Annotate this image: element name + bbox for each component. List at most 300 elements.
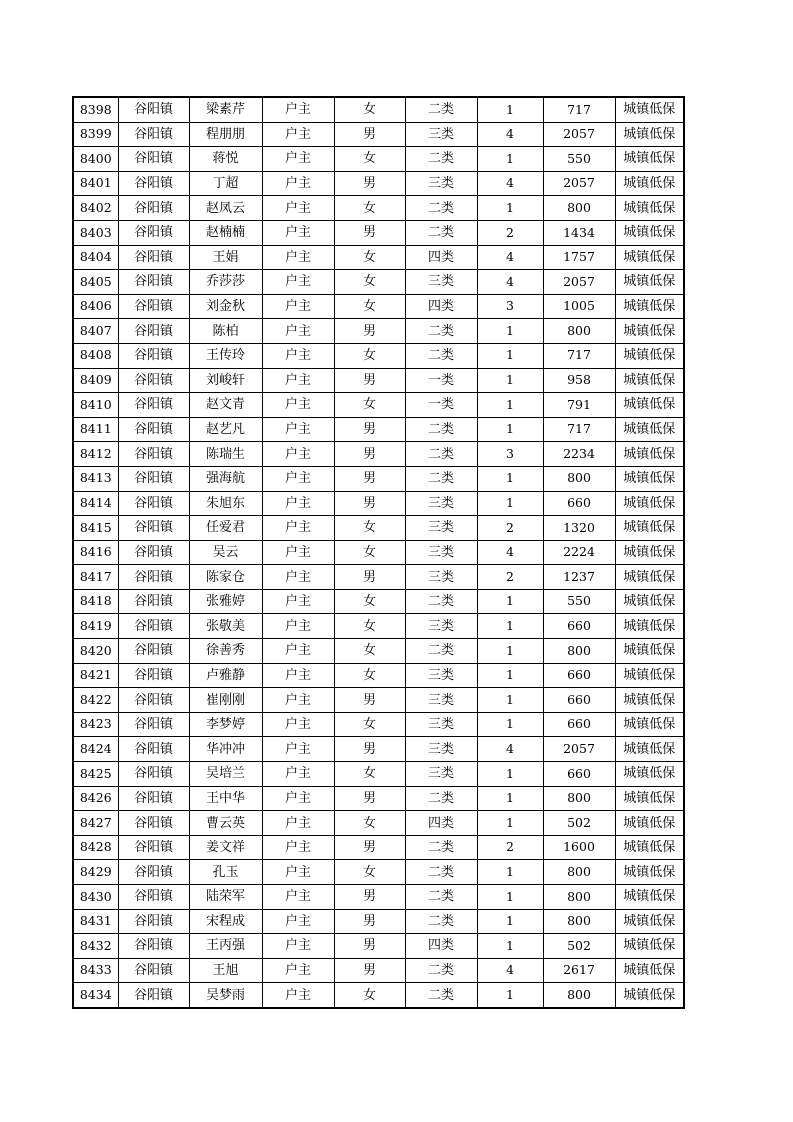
relief-type-cell: 城镇低保 [615,958,684,983]
relation-cell: 户主 [262,220,334,245]
household-size-cell: 1 [477,368,543,393]
relation-cell: 户主 [262,319,334,344]
name-cell: 蒋悦 [189,147,262,172]
relation-cell: 户主 [262,393,334,418]
relief-type-cell: 城镇低保 [615,540,684,565]
document-page [72,96,683,1009]
name-cell: 张雅婷 [189,589,262,614]
household-size-cell: 1 [477,762,543,787]
amount-cell: 800 [543,909,615,934]
table-row [73,343,684,368]
gender-cell: 男 [334,122,405,147]
gender-cell: 男 [334,688,405,713]
relation-cell: 户主 [262,196,334,221]
relief-type-cell: 城镇低保 [615,737,684,762]
gender-cell: 男 [334,565,405,590]
household-size-cell: 1 [477,393,543,418]
name-cell: 张敬美 [189,614,262,639]
gender-cell: 女 [334,589,405,614]
household-size-cell: 4 [477,737,543,762]
table-row [73,934,684,959]
table-row [73,688,684,713]
gender-cell: 男 [334,466,405,491]
name-cell: 徐善秀 [189,639,262,664]
category-cell: 三类 [405,565,477,590]
gender-cell: 女 [334,294,405,319]
household-size-cell: 1 [477,97,543,122]
category-cell: 四类 [405,245,477,270]
household-size-cell: 1 [477,811,543,836]
table-row [73,786,684,811]
town-cell: 谷阳镇 [118,639,189,664]
relief-type-cell: 城镇低保 [615,220,684,245]
name-cell: 强海航 [189,466,262,491]
relief-type-cell: 城镇低保 [615,712,684,737]
town-cell: 谷阳镇 [118,417,189,442]
relation-cell: 户主 [262,466,334,491]
amount-cell: 2057 [543,270,615,295]
amount-cell: 1237 [543,565,615,590]
record-number-cell: 8425 [73,762,118,787]
household-size-cell: 1 [477,712,543,737]
town-cell: 谷阳镇 [118,516,189,541]
relief-type-cell: 城镇低保 [615,811,684,836]
household-size-cell: 3 [477,294,543,319]
town-cell: 谷阳镇 [118,762,189,787]
amount-cell: 717 [543,343,615,368]
relief-type-cell: 城镇低保 [615,983,684,1008]
name-cell: 王传玲 [189,343,262,368]
name-cell: 卢雅静 [189,663,262,688]
name-cell: 吴云 [189,540,262,565]
gender-cell: 男 [334,835,405,860]
household-size-cell: 1 [477,614,543,639]
record-number-cell: 8409 [73,368,118,393]
table-row [73,270,684,295]
relation-cell: 户主 [262,688,334,713]
relation-cell: 户主 [262,934,334,959]
town-cell: 谷阳镇 [118,934,189,959]
household-size-cell: 1 [477,343,543,368]
gender-cell: 男 [334,319,405,344]
household-size-cell: 4 [477,540,543,565]
amount-cell: 958 [543,368,615,393]
amount-cell: 660 [543,688,615,713]
household-size-cell: 4 [477,270,543,295]
town-cell: 谷阳镇 [118,663,189,688]
amount-cell: 2224 [543,540,615,565]
name-cell: 吴培兰 [189,762,262,787]
town-cell: 谷阳镇 [118,270,189,295]
relation-cell: 户主 [262,417,334,442]
category-cell: 二类 [405,983,477,1008]
category-cell: 二类 [405,639,477,664]
amount-cell: 1757 [543,245,615,270]
amount-cell: 800 [543,786,615,811]
relief-type-cell: 城镇低保 [615,97,684,122]
category-cell: 二类 [405,97,477,122]
table-row [73,491,684,516]
category-cell: 二类 [405,860,477,885]
amount-cell: 2057 [543,171,615,196]
relief-roster-table [72,96,685,1009]
gender-cell: 女 [334,860,405,885]
relation-cell: 户主 [262,762,334,787]
table-row [73,663,684,688]
household-size-cell: 4 [477,122,543,147]
category-cell: 三类 [405,688,477,713]
category-cell: 二类 [405,417,477,442]
name-cell: 李梦婷 [189,712,262,737]
household-size-cell: 2 [477,220,543,245]
town-cell: 谷阳镇 [118,958,189,983]
name-cell: 孔玉 [189,860,262,885]
gender-cell: 女 [334,147,405,172]
relation-cell: 户主 [262,737,334,762]
town-cell: 谷阳镇 [118,786,189,811]
category-cell: 二类 [405,220,477,245]
relation-cell: 户主 [262,958,334,983]
category-cell: 四类 [405,294,477,319]
table-row [73,835,684,860]
amount-cell: 800 [543,466,615,491]
amount-cell: 550 [543,147,615,172]
relief-type-cell: 城镇低保 [615,147,684,172]
town-cell: 谷阳镇 [118,319,189,344]
name-cell: 陈家仓 [189,565,262,590]
gender-cell: 男 [334,885,405,910]
gender-cell: 男 [334,909,405,934]
amount-cell: 800 [543,860,615,885]
record-number-cell: 8401 [73,171,118,196]
household-size-cell: 3 [477,442,543,467]
gender-cell: 女 [334,245,405,270]
name-cell: 程朋朋 [189,122,262,147]
town-cell: 谷阳镇 [118,466,189,491]
record-number-cell: 8424 [73,737,118,762]
gender-cell: 女 [334,196,405,221]
record-number-cell: 8423 [73,712,118,737]
relief-type-cell: 城镇低保 [615,786,684,811]
name-cell: 宋程成 [189,909,262,934]
relation-cell: 户主 [262,712,334,737]
amount-cell: 1600 [543,835,615,860]
amount-cell: 2234 [543,442,615,467]
name-cell: 赵文青 [189,393,262,418]
relation-cell: 户主 [262,245,334,270]
relief-type-cell: 城镇低保 [615,663,684,688]
category-cell: 三类 [405,171,477,196]
relief-type-cell: 城镇低保 [615,934,684,959]
amount-cell: 2057 [543,737,615,762]
record-number-cell: 8403 [73,220,118,245]
household-size-cell: 4 [477,245,543,270]
table-row [73,417,684,442]
amount-cell: 1434 [543,220,615,245]
town-cell: 谷阳镇 [118,688,189,713]
relation-cell: 户主 [262,122,334,147]
table-row [73,885,684,910]
category-cell: 二类 [405,466,477,491]
category-cell: 二类 [405,885,477,910]
town-cell: 谷阳镇 [118,589,189,614]
household-size-cell: 1 [477,885,543,910]
record-number-cell: 8404 [73,245,118,270]
table-row [73,319,684,344]
town-cell: 谷阳镇 [118,885,189,910]
name-cell: 梁素芹 [189,97,262,122]
name-cell: 曹云英 [189,811,262,836]
category-cell: 二类 [405,147,477,172]
record-number-cell: 8416 [73,540,118,565]
town-cell: 谷阳镇 [118,122,189,147]
table-row [73,565,684,590]
table-row [73,983,684,1008]
category-cell: 二类 [405,196,477,221]
town-cell: 谷阳镇 [118,171,189,196]
gender-cell: 女 [334,663,405,688]
relief-type-cell: 城镇低保 [615,294,684,319]
name-cell: 任爱君 [189,516,262,541]
category-cell: 二类 [405,958,477,983]
town-cell: 谷阳镇 [118,614,189,639]
record-number-cell: 8414 [73,491,118,516]
relief-type-cell: 城镇低保 [615,270,684,295]
town-cell: 谷阳镇 [118,343,189,368]
town-cell: 谷阳镇 [118,860,189,885]
relief-type-cell: 城镇低保 [615,762,684,787]
household-size-cell: 2 [477,835,543,860]
relief-type-cell: 城镇低保 [615,171,684,196]
record-number-cell: 8411 [73,417,118,442]
town-cell: 谷阳镇 [118,147,189,172]
table-row [73,762,684,787]
relation-cell: 户主 [262,343,334,368]
town-cell: 谷阳镇 [118,393,189,418]
amount-cell: 2617 [543,958,615,983]
amount-cell: 717 [543,417,615,442]
household-size-cell: 1 [477,639,543,664]
record-number-cell: 8413 [73,466,118,491]
relief-type-cell: 城镇低保 [615,245,684,270]
category-cell: 三类 [405,663,477,688]
table-row [73,958,684,983]
record-number-cell: 8426 [73,786,118,811]
relation-cell: 户主 [262,97,334,122]
name-cell: 王旭 [189,958,262,983]
gender-cell: 女 [334,516,405,541]
gender-cell: 女 [334,639,405,664]
name-cell: 赵楠楠 [189,220,262,245]
record-number-cell: 8421 [73,663,118,688]
gender-cell: 女 [334,393,405,418]
amount-cell: 800 [543,983,615,1008]
table-row [73,245,684,270]
amount-cell: 660 [543,762,615,787]
relief-type-cell: 城镇低保 [615,639,684,664]
table-row [73,540,684,565]
household-size-cell: 1 [477,491,543,516]
gender-cell: 男 [334,737,405,762]
relief-type-cell: 城镇低保 [615,516,684,541]
name-cell: 陈柏 [189,319,262,344]
relation-cell: 户主 [262,589,334,614]
household-size-cell: 1 [477,688,543,713]
relief-type-cell: 城镇低保 [615,589,684,614]
gender-cell: 男 [334,958,405,983]
record-number-cell: 8427 [73,811,118,836]
name-cell: 王中华 [189,786,262,811]
town-cell: 谷阳镇 [118,712,189,737]
gender-cell: 男 [334,442,405,467]
relation-cell: 户主 [262,491,334,516]
amount-cell: 717 [543,97,615,122]
table-row [73,294,684,319]
town-cell: 谷阳镇 [118,442,189,467]
relief-type-cell: 城镇低保 [615,466,684,491]
category-cell: 三类 [405,712,477,737]
name-cell: 华冲冲 [189,737,262,762]
record-number-cell: 8408 [73,343,118,368]
amount-cell: 2057 [543,122,615,147]
gender-cell: 男 [334,934,405,959]
name-cell: 刘金秋 [189,294,262,319]
relief-type-cell: 城镇低保 [615,885,684,910]
table-row [73,909,684,934]
household-size-cell: 4 [477,171,543,196]
name-cell: 刘峻轩 [189,368,262,393]
relation-cell: 户主 [262,811,334,836]
category-cell: 三类 [405,540,477,565]
table-row [73,122,684,147]
record-number-cell: 8431 [73,909,118,934]
amount-cell: 660 [543,712,615,737]
relation-cell: 户主 [262,909,334,934]
relief-type-cell: 城镇低保 [615,368,684,393]
amount-cell: 800 [543,639,615,664]
relief-type-cell: 城镇低保 [615,122,684,147]
category-cell: 三类 [405,516,477,541]
household-size-cell: 4 [477,958,543,983]
record-number-cell: 8429 [73,860,118,885]
table-row [73,811,684,836]
category-cell: 三类 [405,737,477,762]
category-cell: 三类 [405,270,477,295]
name-cell: 乔莎莎 [189,270,262,295]
amount-cell: 800 [543,885,615,910]
name-cell: 吴梦雨 [189,983,262,1008]
relation-cell: 户主 [262,270,334,295]
town-cell: 谷阳镇 [118,737,189,762]
household-size-cell: 2 [477,565,543,590]
town-cell: 谷阳镇 [118,97,189,122]
town-cell: 谷阳镇 [118,294,189,319]
relation-cell: 户主 [262,147,334,172]
name-cell: 崔刚刚 [189,688,262,713]
relief-type-cell: 城镇低保 [615,565,684,590]
record-number-cell: 8418 [73,589,118,614]
relief-type-cell: 城镇低保 [615,835,684,860]
gender-cell: 女 [334,270,405,295]
relation-cell: 户主 [262,171,334,196]
table-row [73,220,684,245]
household-size-cell: 1 [477,663,543,688]
amount-cell: 1005 [543,294,615,319]
name-cell: 姜文祥 [189,835,262,860]
name-cell: 丁超 [189,171,262,196]
category-cell: 三类 [405,614,477,639]
town-cell: 谷阳镇 [118,835,189,860]
town-cell: 谷阳镇 [118,565,189,590]
record-number-cell: 8407 [73,319,118,344]
town-cell: 谷阳镇 [118,983,189,1008]
household-size-cell: 1 [477,786,543,811]
record-number-cell: 8419 [73,614,118,639]
relief-type-cell: 城镇低保 [615,393,684,418]
record-number-cell: 8399 [73,122,118,147]
relation-cell: 户主 [262,983,334,1008]
relation-cell: 户主 [262,294,334,319]
record-number-cell: 8432 [73,934,118,959]
household-size-cell: 1 [477,196,543,221]
household-size-cell: 1 [477,147,543,172]
name-cell: 赵凤云 [189,196,262,221]
relation-cell: 户主 [262,860,334,885]
town-cell: 谷阳镇 [118,368,189,393]
amount-cell: 550 [543,589,615,614]
household-size-cell: 1 [477,983,543,1008]
category-cell: 二类 [405,343,477,368]
record-number-cell: 8420 [73,639,118,664]
amount-cell: 800 [543,319,615,344]
category-cell: 三类 [405,122,477,147]
table-row [73,639,684,664]
town-cell: 谷阳镇 [118,540,189,565]
record-number-cell: 8406 [73,294,118,319]
category-cell: 一类 [405,393,477,418]
amount-cell: 660 [543,663,615,688]
relation-cell: 户主 [262,368,334,393]
household-size-cell: 1 [477,589,543,614]
category-cell: 一类 [405,368,477,393]
table-row [73,97,684,122]
category-cell: 二类 [405,319,477,344]
category-cell: 二类 [405,786,477,811]
gender-cell: 男 [334,171,405,196]
name-cell: 陆荣军 [189,885,262,910]
relation-cell: 户主 [262,565,334,590]
gender-cell: 女 [334,762,405,787]
relation-cell: 户主 [262,639,334,664]
town-cell: 谷阳镇 [118,220,189,245]
record-number-cell: 8428 [73,835,118,860]
table-body [73,97,684,1008]
table-row [73,712,684,737]
amount-cell: 660 [543,614,615,639]
name-cell: 王丙强 [189,934,262,959]
gender-cell: 女 [334,540,405,565]
amount-cell: 660 [543,491,615,516]
relation-cell: 户主 [262,540,334,565]
gender-cell: 女 [334,712,405,737]
relief-type-cell: 城镇低保 [615,909,684,934]
household-size-cell: 1 [477,860,543,885]
table-row [73,393,684,418]
category-cell: 三类 [405,491,477,516]
record-number-cell: 8405 [73,270,118,295]
record-number-cell: 8417 [73,565,118,590]
amount-cell: 800 [543,196,615,221]
